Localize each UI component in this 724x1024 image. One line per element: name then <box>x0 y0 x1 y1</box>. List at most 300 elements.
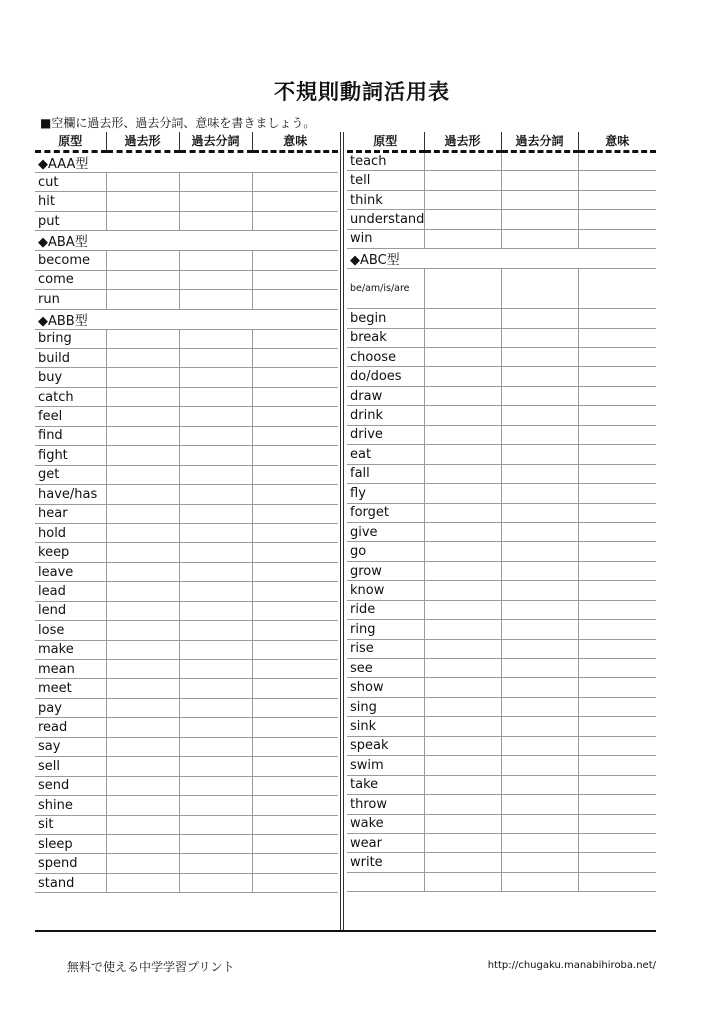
past-participle-blank[interactable] <box>501 853 578 872</box>
past-form-blank[interactable] <box>106 407 179 426</box>
meaning-blank[interactable] <box>578 484 656 503</box>
past-participle-blank[interactable] <box>179 192 252 211</box>
meaning-blank[interactable] <box>578 872 656 891</box>
past-form-blank[interactable] <box>424 795 501 814</box>
past-form-blank[interactable] <box>106 562 179 581</box>
past-participle-blank[interactable] <box>501 717 578 736</box>
meaning-blank[interactable] <box>578 678 656 697</box>
past-form-blank[interactable] <box>106 582 179 601</box>
past-form-blank[interactable] <box>424 561 501 580</box>
meaning-blank[interactable] <box>252 387 338 406</box>
past-form-blank[interactable] <box>106 172 179 191</box>
past-form-blank[interactable] <box>424 171 501 190</box>
past-participle-blank[interactable] <box>501 425 578 444</box>
past-participle-blank[interactable] <box>501 269 578 309</box>
verb-table-right <box>347 132 656 892</box>
verb-base-form: build <box>35 349 106 368</box>
past-participle-blank[interactable] <box>501 309 578 328</box>
past-participle-blank[interactable] <box>501 756 578 775</box>
past-form-blank[interactable] <box>424 425 501 444</box>
past-participle-blank[interactable] <box>501 814 578 833</box>
meaning-blank[interactable] <box>578 503 656 522</box>
verb-base-form: grow <box>347 561 424 580</box>
past-form-blank[interactable] <box>424 464 501 483</box>
group-header-row <box>35 151 338 172</box>
verb-base-form: see <box>347 659 424 678</box>
past-participle-blank[interactable] <box>179 679 252 698</box>
past-participle-blank[interactable] <box>501 620 578 639</box>
past-participle-blank[interactable] <box>501 678 578 697</box>
past-form-blank[interactable] <box>106 192 179 211</box>
meaning-blank[interactable] <box>578 190 656 209</box>
past-participle-blank[interactable] <box>179 446 252 465</box>
past-form-blank[interactable] <box>106 504 179 523</box>
past-form-blank[interactable] <box>424 386 501 405</box>
table-row <box>347 190 656 209</box>
meaning-blank[interactable] <box>252 290 338 309</box>
verb-base-form: lose <box>35 621 106 640</box>
table-row <box>35 523 338 542</box>
table-row <box>35 290 338 309</box>
meaning-blank[interactable] <box>252 640 338 659</box>
verb-base-form <box>347 872 424 891</box>
past-form-blank[interactable] <box>424 639 501 658</box>
table-row <box>347 795 656 814</box>
table-row <box>35 270 338 289</box>
past-form-blank[interactable] <box>106 465 179 484</box>
table-row <box>35 446 338 465</box>
past-form-blank[interactable] <box>424 445 501 464</box>
meaning-blank[interactable] <box>252 504 338 523</box>
meaning-blank[interactable] <box>252 426 338 445</box>
past-form-blank[interactable] <box>106 290 179 309</box>
past-participle-blank[interactable] <box>501 522 578 541</box>
past-form-blank[interactable] <box>106 426 179 445</box>
table-row <box>35 562 338 581</box>
verb-base-form: sink <box>347 717 424 736</box>
past-participle-blank[interactable] <box>179 815 252 834</box>
past-participle-blank[interactable] <box>501 171 578 190</box>
meaning-blank[interactable] <box>578 348 656 367</box>
past-participle-blank[interactable] <box>179 251 252 270</box>
past-participle-blank[interactable] <box>501 697 578 716</box>
past-form-blank[interactable] <box>106 718 179 737</box>
table-row <box>35 349 338 368</box>
past-form-blank[interactable] <box>106 698 179 717</box>
past-participle-blank[interactable] <box>179 640 252 659</box>
past-participle-blank[interactable] <box>179 426 252 445</box>
verb-base-form: shine <box>35 796 106 815</box>
past-participle-blank[interactable] <box>179 776 252 795</box>
past-form-blank[interactable] <box>106 387 179 406</box>
header-past-participle: 過去分詞 <box>179 132 252 151</box>
past-participle-blank[interactable] <box>179 172 252 191</box>
meaning-blank[interactable] <box>252 737 338 756</box>
past-participle-blank[interactable] <box>179 621 252 640</box>
verb-base-form: meet <box>35 679 106 698</box>
verb-base-form: take <box>347 775 424 794</box>
meaning-blank[interactable] <box>252 465 338 484</box>
past-form-blank[interactable] <box>424 833 501 852</box>
meaning-blank[interactable] <box>578 581 656 600</box>
past-form-blank[interactable] <box>106 757 179 776</box>
past-participle-blank[interactable] <box>179 290 252 309</box>
verb-base-form: be/am/is/are <box>347 269 424 309</box>
past-participle-blank[interactable] <box>501 581 578 600</box>
past-form-blank[interactable] <box>424 872 501 891</box>
past-form-blank[interactable] <box>424 348 501 367</box>
past-form-blank[interactable] <box>106 446 179 465</box>
table-row <box>347 756 656 775</box>
past-participle-blank[interactable] <box>501 503 578 522</box>
table-row <box>35 854 338 873</box>
verb-base-form: have/has <box>35 485 106 504</box>
past-participle-blank[interactable] <box>501 795 578 814</box>
verb-base-form: become <box>35 251 106 270</box>
past-participle-blank[interactable] <box>501 561 578 580</box>
meaning-blank[interactable] <box>578 522 656 541</box>
meaning-blank[interactable] <box>578 795 656 814</box>
header-past: 過去形 <box>106 132 179 151</box>
past-form-blank[interactable] <box>424 229 501 248</box>
past-form-blank[interactable] <box>424 210 501 229</box>
past-form-blank[interactable] <box>106 737 179 756</box>
past-form-blank[interactable] <box>106 621 179 640</box>
past-form-blank[interactable] <box>424 600 501 619</box>
table-row <box>35 387 338 406</box>
past-participle-blank[interactable] <box>179 485 252 504</box>
table-row <box>347 328 656 347</box>
past-form-blank[interactable] <box>106 660 179 679</box>
past-participle-blank[interactable] <box>501 833 578 852</box>
past-participle-blank[interactable] <box>501 639 578 658</box>
table-row <box>35 211 338 230</box>
past-form-blank[interactable] <box>424 309 501 328</box>
past-participle-blank[interactable] <box>179 737 252 756</box>
meaning-blank[interactable] <box>252 776 338 795</box>
verb-base-form: cut <box>35 172 106 191</box>
table-row <box>35 601 338 620</box>
past-participle-blank[interactable] <box>179 329 252 348</box>
past-participle-blank[interactable] <box>501 386 578 405</box>
verb-base-form: draw <box>347 386 424 405</box>
verb-base-form: pay <box>35 698 106 717</box>
past-form-blank[interactable] <box>106 368 179 387</box>
past-form-blank[interactable] <box>106 485 179 504</box>
past-form-blank[interactable] <box>424 775 501 794</box>
verb-base-form: run <box>35 290 106 309</box>
verb-base-form: sell <box>35 757 106 776</box>
past-participle-blank[interactable] <box>179 504 252 523</box>
verb-base-form: spend <box>35 854 106 873</box>
footer-url: http://chugaku.manabihiroba.net/ <box>487 960 656 971</box>
footer-site-name: 無料で使える中学学習プリント <box>67 960 235 974</box>
past-form-blank[interactable] <box>106 523 179 542</box>
meaning-blank[interactable] <box>252 349 338 368</box>
meaning-blank[interactable] <box>578 269 656 309</box>
meaning-blank[interactable] <box>252 601 338 620</box>
verb-base-form: mean <box>35 660 106 679</box>
meaning-blank[interactable] <box>578 853 656 872</box>
past-participle-blank[interactable] <box>179 349 252 368</box>
table-row <box>35 485 338 504</box>
meaning-blank[interactable] <box>252 407 338 426</box>
past-participle-blank[interactable] <box>501 229 578 248</box>
meaning-blank[interactable] <box>252 523 338 542</box>
past-participle-blank[interactable] <box>179 873 252 892</box>
past-participle-blank[interactable] <box>501 210 578 229</box>
past-participle-blank[interactable] <box>501 464 578 483</box>
meaning-blank[interactable] <box>578 210 656 229</box>
meaning-blank[interactable] <box>578 833 656 852</box>
meaning-blank[interactable] <box>578 814 656 833</box>
verb-base-form: feel <box>35 407 106 426</box>
table-row <box>347 717 656 736</box>
meaning-blank[interactable] <box>578 561 656 580</box>
verb-base-form: hear <box>35 504 106 523</box>
past-participle-blank[interactable] <box>179 407 252 426</box>
past-form-blank[interactable] <box>106 251 179 270</box>
verb-base-form: understand <box>347 210 424 229</box>
table-row <box>347 229 656 248</box>
meaning-blank[interactable] <box>578 736 656 755</box>
past-form-blank[interactable] <box>106 543 179 562</box>
past-participle-blank[interactable] <box>501 542 578 561</box>
verb-base-form: win <box>347 229 424 248</box>
meaning-blank[interactable] <box>252 679 338 698</box>
past-form-blank[interactable] <box>106 873 179 892</box>
meaning-blank[interactable] <box>252 543 338 562</box>
past-participle-blank[interactable] <box>179 796 252 815</box>
meaning-blank[interactable] <box>252 660 338 679</box>
meaning-blank[interactable] <box>252 192 338 211</box>
verb-base-form: read <box>35 718 106 737</box>
table-row <box>347 736 656 755</box>
past-participle-blank[interactable] <box>179 601 252 620</box>
past-participle-blank[interactable] <box>179 270 252 289</box>
past-form-blank[interactable] <box>106 776 179 795</box>
table-row <box>35 737 338 756</box>
past-participle-blank[interactable] <box>179 368 252 387</box>
past-form-blank[interactable] <box>106 349 179 368</box>
meaning-blank[interactable] <box>578 717 656 736</box>
table-row <box>347 367 656 386</box>
table-row <box>35 718 338 737</box>
past-participle-blank[interactable] <box>501 659 578 678</box>
meaning-blank[interactable] <box>252 172 338 191</box>
past-participle-blank[interactable] <box>501 484 578 503</box>
table-row <box>347 853 656 872</box>
past-form-blank[interactable] <box>106 329 179 348</box>
past-participle-blank[interactable] <box>501 872 578 891</box>
past-participle-blank[interactable] <box>179 465 252 484</box>
meaning-blank[interactable] <box>252 446 338 465</box>
past-participle-blank[interactable] <box>179 582 252 601</box>
past-participle-blank[interactable] <box>501 190 578 209</box>
verb-base-form: forget <box>347 503 424 522</box>
past-form-blank[interactable] <box>424 678 501 697</box>
verb-group-label: ◆ABB型 <box>35 309 338 329</box>
past-form-blank[interactable] <box>424 367 501 386</box>
meaning-blank[interactable] <box>578 425 656 444</box>
past-form-blank[interactable] <box>106 640 179 659</box>
past-form-blank[interactable] <box>424 503 501 522</box>
past-participle-blank[interactable] <box>179 698 252 717</box>
meaning-blank[interactable] <box>578 542 656 561</box>
verb-group-label: ◆ABA型 <box>35 231 338 251</box>
meaning-blank[interactable] <box>252 854 338 873</box>
meaning-blank[interactable] <box>252 718 338 737</box>
verb-base-form: hit <box>35 192 106 211</box>
meaning-blank[interactable] <box>578 620 656 639</box>
past-form-blank[interactable] <box>424 717 501 736</box>
verb-base-form: lead <box>35 582 106 601</box>
past-form-blank[interactable] <box>424 581 501 600</box>
table-row <box>347 542 656 561</box>
meaning-blank[interactable] <box>578 697 656 716</box>
table-row <box>347 348 656 367</box>
past-form-blank[interactable] <box>106 679 179 698</box>
table-row <box>35 698 338 717</box>
meaning-blank[interactable] <box>252 582 338 601</box>
past-form-blank[interactable] <box>424 406 501 425</box>
past-form-blank[interactable] <box>424 190 501 209</box>
table-row <box>347 269 656 309</box>
past-participle-blank[interactable] <box>179 854 252 873</box>
table-row <box>347 425 656 444</box>
past-participle-blank[interactable] <box>179 543 252 562</box>
past-participle-blank[interactable] <box>501 348 578 367</box>
meaning-blank[interactable] <box>578 386 656 405</box>
past-participle-blank[interactable] <box>501 367 578 386</box>
meaning-blank[interactable] <box>252 757 338 776</box>
past-participle-blank[interactable] <box>179 757 252 776</box>
past-form-blank[interactable] <box>424 756 501 775</box>
verb-base-form: buy <box>35 368 106 387</box>
meaning-blank[interactable] <box>252 621 338 640</box>
meaning-blank[interactable] <box>252 211 338 230</box>
meaning-blank[interactable] <box>252 873 338 892</box>
past-participle-blank[interactable] <box>501 600 578 619</box>
meaning-blank[interactable] <box>578 464 656 483</box>
past-participle-blank[interactable] <box>501 151 578 170</box>
past-form-blank[interactable] <box>424 697 501 716</box>
past-participle-blank[interactable] <box>179 660 252 679</box>
verb-base-form: go <box>347 542 424 561</box>
verb-base-form: break <box>347 328 424 347</box>
meaning-blank[interactable] <box>578 367 656 386</box>
meaning-blank[interactable] <box>252 270 338 289</box>
meaning-blank[interactable] <box>578 659 656 678</box>
verb-base-form: fall <box>347 464 424 483</box>
meaning-blank[interactable] <box>578 229 656 248</box>
meaning-blank[interactable] <box>578 328 656 347</box>
past-form-blank[interactable] <box>424 542 501 561</box>
verb-base-form: hold <box>35 523 106 542</box>
table-row <box>347 503 656 522</box>
past-form-blank[interactable] <box>106 211 179 230</box>
meaning-blank[interactable] <box>578 171 656 190</box>
verb-base-form: put <box>35 211 106 230</box>
past-form-blank[interactable] <box>424 620 501 639</box>
meaning-blank[interactable] <box>252 698 338 717</box>
past-form-blank[interactable] <box>106 601 179 620</box>
verb-base-form: wake <box>347 814 424 833</box>
verb-base-form: rise <box>347 639 424 658</box>
meaning-blank[interactable] <box>578 600 656 619</box>
meaning-blank[interactable] <box>578 445 656 464</box>
table-row <box>347 639 656 658</box>
past-form-blank[interactable] <box>424 522 501 541</box>
past-participle-blank[interactable] <box>501 445 578 464</box>
past-participle-blank[interactable] <box>501 775 578 794</box>
meaning-blank[interactable] <box>578 309 656 328</box>
meaning-blank[interactable] <box>578 756 656 775</box>
table-row <box>35 679 338 698</box>
meaning-blank[interactable] <box>252 329 338 348</box>
meaning-blank[interactable] <box>252 251 338 270</box>
table-row <box>35 329 338 348</box>
table-row <box>35 757 338 776</box>
meaning-blank[interactable] <box>252 562 338 581</box>
table-row <box>347 659 656 678</box>
table-row <box>35 368 338 387</box>
past-form-blank[interactable] <box>424 151 501 170</box>
past-participle-blank[interactable] <box>179 718 252 737</box>
header-base-form: 原型 <box>347 132 424 151</box>
past-participle-blank[interactable] <box>179 211 252 230</box>
past-participle-blank[interactable] <box>179 562 252 581</box>
past-form-blank[interactable] <box>424 853 501 872</box>
past-participle-blank[interactable] <box>501 328 578 347</box>
verb-base-form: sleep <box>35 834 106 853</box>
table-row <box>347 464 656 483</box>
past-form-blank[interactable] <box>424 328 501 347</box>
past-participle-blank[interactable] <box>501 736 578 755</box>
meaning-blank[interactable] <box>578 151 656 170</box>
past-form-blank[interactable] <box>106 815 179 834</box>
past-participle-blank[interactable] <box>179 387 252 406</box>
verb-base-form: show <box>347 678 424 697</box>
header-base-form: 原型 <box>35 132 106 151</box>
past-form-blank[interactable] <box>424 269 501 309</box>
past-form-blank[interactable] <box>106 270 179 289</box>
past-participle-blank[interactable] <box>179 523 252 542</box>
meaning-blank[interactable] <box>252 368 338 387</box>
past-form-blank[interactable] <box>106 854 179 873</box>
past-form-blank[interactable] <box>424 736 501 755</box>
meaning-blank[interactable] <box>252 834 338 853</box>
meaning-blank[interactable] <box>578 639 656 658</box>
past-participle-blank[interactable] <box>179 834 252 853</box>
table-bottom-rule <box>35 930 656 932</box>
verb-base-form: teach <box>347 151 424 170</box>
meaning-blank[interactable] <box>252 815 338 834</box>
past-participle-blank[interactable] <box>501 406 578 425</box>
past-form-blank[interactable] <box>424 659 501 678</box>
meaning-blank[interactable] <box>252 485 338 504</box>
meaning-blank[interactable] <box>252 796 338 815</box>
past-form-blank[interactable] <box>106 796 179 815</box>
past-form-blank[interactable] <box>424 814 501 833</box>
past-form-blank[interactable] <box>106 834 179 853</box>
meaning-blank[interactable] <box>578 775 656 794</box>
table-row <box>35 407 338 426</box>
past-form-blank[interactable] <box>424 484 501 503</box>
verb-base-form: keep <box>35 543 106 562</box>
meaning-blank[interactable] <box>578 406 656 425</box>
table-row <box>35 251 338 270</box>
